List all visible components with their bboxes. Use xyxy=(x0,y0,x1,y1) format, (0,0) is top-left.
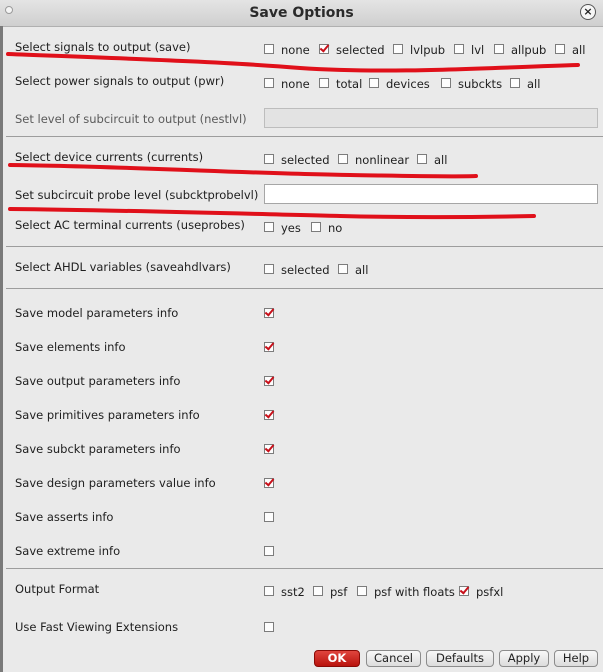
save-lvlpub-checkbox[interactable] xyxy=(393,44,403,54)
useprobes-no-checkbox[interactable] xyxy=(311,222,321,232)
save-lvl-checkbox[interactable] xyxy=(454,44,464,54)
currents-nonlinear-label: nonlinear xyxy=(355,153,410,167)
info-label-model-params: Save model parameters info xyxy=(15,306,179,320)
ahdl-all-checkbox[interactable] xyxy=(338,264,348,274)
format-sst2-checkbox[interactable] xyxy=(264,586,274,596)
info-checkbox-extreme[interactable] xyxy=(264,546,274,556)
saveahdlvars-label: Select AHDL variables (saveahdlvars) xyxy=(15,260,231,274)
pwr-total-checkbox[interactable] xyxy=(319,78,329,88)
apply-button[interactable]: Apply xyxy=(499,650,549,667)
help-button[interactable]: Help xyxy=(554,650,598,667)
info-label-extreme: Save extreme info xyxy=(15,544,121,558)
save-selected-label: selected xyxy=(336,43,385,57)
save-label: Select signals to output (save) xyxy=(15,40,191,54)
currents-label: Select device currents (currents) xyxy=(15,150,204,164)
window-title: Save Options xyxy=(249,5,354,21)
info-checkbox-design-params[interactable] xyxy=(264,478,274,488)
info-label-asserts: Save asserts info xyxy=(15,510,114,524)
info-label-design-params: Save design parameters value info xyxy=(15,476,216,490)
format-psf-floats-checkbox[interactable] xyxy=(357,586,367,596)
save-allpub-checkbox[interactable] xyxy=(494,44,504,54)
save-lvlpub-label: lvlpub xyxy=(410,43,446,57)
title-bar xyxy=(0,0,603,27)
fastview-label: Use Fast Viewing Extensions xyxy=(15,620,179,634)
separator xyxy=(6,288,603,289)
currents-all-label: all xyxy=(434,153,448,167)
currents-nonlinear-checkbox[interactable] xyxy=(338,154,348,164)
annotation-underline-subcktprobelvl xyxy=(10,209,534,217)
nestlvl-label: Set level of subcircuit to output (nestlvl) xyxy=(15,112,247,126)
pwr-devices-checkbox[interactable] xyxy=(369,78,379,88)
save-allpub-label: allpub xyxy=(511,43,547,57)
format-label: Output Format xyxy=(15,582,100,596)
format-sst2-label: sst2 xyxy=(281,585,305,599)
info-checkbox-asserts[interactable] xyxy=(264,512,274,522)
nestlvl-input[interactable] xyxy=(264,108,598,128)
pwr-none-label: none xyxy=(281,77,310,91)
save-lvl-label: lvl xyxy=(471,43,485,57)
pwr-label: Select power signals to output (pwr) xyxy=(15,74,225,88)
left-edge-strip xyxy=(0,26,3,672)
pwr-subckts-label: subckts xyxy=(458,77,503,91)
info-label-subckt-params: Save subckt parameters info xyxy=(15,442,181,456)
currents-selected-checkbox[interactable] xyxy=(264,154,274,164)
currents-selected-label: selected xyxy=(281,153,330,167)
format-psf-label: psf xyxy=(330,585,348,599)
ahdl-selected-label: selected xyxy=(281,263,330,277)
save-none-checkbox[interactable] xyxy=(264,44,274,54)
save-all-label: all xyxy=(572,43,586,57)
useprobes-no-label: no xyxy=(328,221,343,235)
save-selected-checkbox[interactable] xyxy=(319,44,329,54)
info-checkbox-output-params[interactable] xyxy=(264,376,274,386)
format-psf-floats-label: psf with floats xyxy=(374,585,455,599)
currents-all-checkbox[interactable] xyxy=(417,154,427,164)
save-none-label: none xyxy=(281,43,310,57)
format-psf-checkbox[interactable] xyxy=(313,586,323,596)
info-checkbox-elements[interactable] xyxy=(264,342,274,352)
defaults-button[interactable]: Defaults xyxy=(426,650,494,667)
useprobes-label: Select AC terminal currents (useprobes) xyxy=(15,218,245,232)
pwr-total-label: total xyxy=(336,77,363,91)
pwr-all-label: all xyxy=(527,77,541,91)
info-checkbox-subckt-params[interactable] xyxy=(264,444,274,454)
info-label-elements: Save elements info xyxy=(15,340,126,354)
format-psfxl-label: psfxl xyxy=(476,585,504,599)
pwr-none-checkbox[interactable] xyxy=(264,78,274,88)
separator xyxy=(6,246,603,247)
pwr-subckts-checkbox[interactable] xyxy=(441,78,451,88)
separator xyxy=(6,568,603,569)
useprobes-yes-label: yes xyxy=(281,221,301,235)
ahdl-selected-checkbox[interactable] xyxy=(264,264,274,274)
info-checkbox-model-params[interactable] xyxy=(264,308,274,318)
info-checkbox-primitives-params[interactable] xyxy=(264,410,274,420)
separator xyxy=(6,136,603,137)
info-label-output-params: Save output parameters info xyxy=(15,374,181,388)
fastview-checkbox[interactable] xyxy=(264,622,274,632)
cancel-button[interactable]: Cancel xyxy=(366,650,421,667)
save-all-checkbox[interactable] xyxy=(555,44,565,54)
format-psfxl-checkbox[interactable] xyxy=(459,586,469,596)
close-icon[interactable]: × xyxy=(580,4,596,20)
pwr-devices-label: devices xyxy=(386,77,430,91)
ok-button[interactable]: OK xyxy=(314,650,360,667)
pwr-all-checkbox[interactable] xyxy=(510,78,520,88)
useprobes-yes-checkbox[interactable] xyxy=(264,222,274,232)
ahdl-all-label: all xyxy=(355,263,369,277)
subcktprobelvl-label: Set subcircuit probe level (subcktprobelvl) xyxy=(15,188,259,202)
subcktprobelvl-input[interactable] xyxy=(264,184,598,204)
info-label-primitives-params: Save primitives parameters info xyxy=(15,408,200,422)
